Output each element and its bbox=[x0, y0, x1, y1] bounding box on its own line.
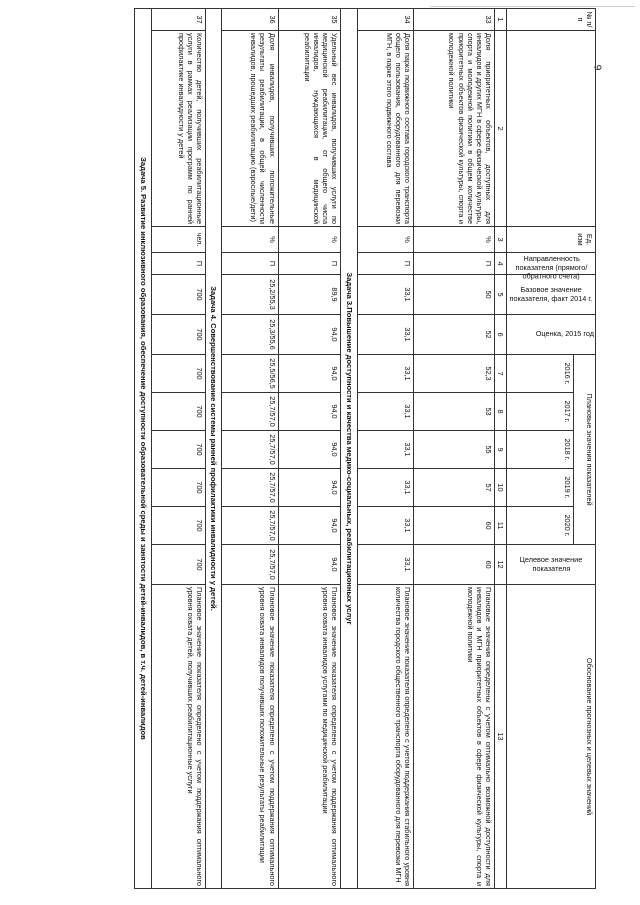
header-no: № п/п bbox=[507, 9, 596, 31]
base-value: 700 bbox=[151, 275, 205, 315]
target-value: 25,7/57,0 bbox=[222, 545, 278, 585]
value-2020: 25,7/57,0 bbox=[222, 507, 278, 545]
value-2016: 700 bbox=[151, 355, 205, 393]
table-row bbox=[151, 9, 205, 889]
value-2018: 94,0 bbox=[278, 431, 340, 469]
row-number: 33 bbox=[413, 9, 494, 31]
col-num: 1 bbox=[494, 9, 507, 31]
base-value: 33,1 bbox=[357, 275, 413, 315]
estimate-value: 94,0 bbox=[278, 315, 340, 355]
task-3-heading: Задача 3.Повышение доступности и качества медико-социальных, реабилитационных услуг bbox=[340, 9, 357, 889]
col-num: 7 bbox=[494, 355, 507, 393]
col-num: 12 bbox=[494, 545, 507, 585]
justification-text: Плановое значение показателя определено с учетом поддержания оптимального уровня охвата инвалидов получивших положительные результаты реабилитации bbox=[222, 585, 278, 889]
value-2019: 25,7/57,0 bbox=[222, 469, 278, 507]
indicator-name: Доля инвалидов, получивших положительные результаты реабилитации, в общей численности инвалидов, прошедших реабилитацию (взрослые/дети) bbox=[222, 31, 278, 227]
target-value: 60 bbox=[413, 545, 494, 585]
direction: П bbox=[222, 253, 278, 275]
value-2017: 53 bbox=[413, 393, 494, 431]
indicator-name: Доля парка подвижного состава городского транспорта общего пользования, оборудованного для перевозки МГН, в парке этого подвижного состава bbox=[357, 31, 413, 227]
value-2020: 33,1 bbox=[357, 507, 413, 545]
table-row bbox=[278, 9, 340, 889]
target-value: 33,1 bbox=[357, 545, 413, 585]
row-number: 36 bbox=[222, 9, 278, 31]
value-2019: 57 bbox=[413, 469, 494, 507]
row-number: 37 bbox=[151, 9, 205, 31]
col-num: 11 bbox=[494, 507, 507, 545]
estimate-value: 33,1 bbox=[357, 315, 413, 355]
table-row bbox=[413, 9, 494, 889]
value-2018: 33,1 bbox=[357, 431, 413, 469]
rotated-landscape-sheet bbox=[134, 8, 596, 888]
indicators-table bbox=[134, 8, 596, 889]
unit: % bbox=[222, 227, 278, 253]
value-2020: 60 bbox=[413, 507, 494, 545]
col-num: 2 bbox=[494, 31, 507, 227]
value-2017: 25,7/57,0 bbox=[222, 393, 278, 431]
table-row bbox=[357, 9, 413, 889]
col-num: 13 bbox=[494, 585, 507, 889]
task-5-row bbox=[135, 9, 152, 889]
value-2017: 700 bbox=[151, 393, 205, 431]
justification-text: Плановое значение показателя определено с учетом поддержания оптимального уровня охвата детей, получивших реабилитационные услуги bbox=[151, 585, 205, 889]
header-justification: Обоснование прогнозных и целевых значений bbox=[507, 585, 596, 889]
table-row bbox=[222, 9, 278, 889]
unit: % bbox=[413, 227, 494, 253]
value-2016: 33,1 bbox=[357, 355, 413, 393]
estimate-value: 700 bbox=[151, 315, 205, 355]
value-2019: 33,1 bbox=[357, 469, 413, 507]
header-year-2018: 2018 г. bbox=[507, 431, 573, 469]
page-number: 9 bbox=[591, 64, 603, 71]
unit: чел. bbox=[151, 227, 205, 253]
justification-text: Плановые значения определены с учетом оптимально возможной доступности для инвалидов и МГН приоритетных объектов в сфере физической культуры, спорта и молодежной политики bbox=[413, 585, 494, 889]
header-year-2017: 2017 г. bbox=[507, 393, 573, 431]
target-value: 94,0 bbox=[278, 545, 340, 585]
value-2016: 25,5/56,5 bbox=[222, 355, 278, 393]
value-2018: 700 bbox=[151, 431, 205, 469]
col-num: 6 bbox=[494, 315, 507, 355]
header-unit: Ед. изм bbox=[507, 227, 596, 253]
estimate-value: 25,3/55,6 bbox=[222, 315, 278, 355]
value-2016: 94,0 bbox=[278, 355, 340, 393]
justification-text: Плановое значение показателя определено с учетом поддержания оптимального уровня охвата инвалидов услугами по медицинской реабилитации bbox=[278, 585, 340, 889]
unit: % bbox=[278, 227, 340, 253]
header-planned-values: Плановые значения показателей bbox=[573, 355, 595, 545]
header-row-1 bbox=[573, 9, 595, 889]
base-value: 89,9 bbox=[278, 275, 340, 315]
task-3-row bbox=[340, 9, 357, 889]
unit: % bbox=[357, 227, 413, 253]
header-year-2019: 2019 г. bbox=[507, 469, 573, 507]
base-value: 50 bbox=[413, 275, 494, 315]
value-2017: 33,1 bbox=[357, 393, 413, 431]
header-year-2016: 2016 г. bbox=[507, 355, 573, 393]
header-indicator-name bbox=[507, 31, 596, 227]
col-num: 9 bbox=[494, 431, 507, 469]
direction: П bbox=[278, 253, 340, 275]
row-number: 35 bbox=[278, 9, 340, 31]
target-value: 700 bbox=[151, 545, 205, 585]
top-rule bbox=[430, 6, 635, 7]
task-4-row bbox=[205, 9, 222, 889]
direction: П bbox=[357, 253, 413, 275]
col-num: 8 bbox=[494, 393, 507, 431]
direction: П bbox=[151, 253, 205, 275]
value-2018: 55 bbox=[413, 431, 494, 469]
col-num: 4 bbox=[494, 253, 507, 275]
indicator-name: Доля приоритетных объектов, доступных для инвалидов и других МГН в сфере физической культуры, спорта и молодежной политики в общем количестве приоритетных объектов физической культуры, спорта и молодежной политики bbox=[413, 31, 494, 227]
value-2016: 52,3 bbox=[413, 355, 494, 393]
value-2018: 25,7/57,0 bbox=[222, 431, 278, 469]
column-number-row bbox=[494, 9, 507, 889]
value-2017: 94,0 bbox=[278, 393, 340, 431]
estimate-value: 52 bbox=[413, 315, 494, 355]
value-2020: 94,0 bbox=[278, 507, 340, 545]
task-5-heading: Задача 5. Развитие инклюзивного образования, обеспечение доступности образовательной среды и занятости детей-инвалидов, в т.ч. детей-инвалидов bbox=[135, 9, 152, 889]
header-estimate-2015: Оценка, 2015 год bbox=[507, 315, 596, 355]
col-num: 10 bbox=[494, 469, 507, 507]
header-base-value: Базовое значение показателя, факт 2014 г. bbox=[507, 275, 596, 315]
col-num: 3 bbox=[494, 227, 507, 253]
base-value: 25,2/55,3 bbox=[222, 275, 278, 315]
value-2019: 94,0 bbox=[278, 469, 340, 507]
value-2019: 700 bbox=[151, 469, 205, 507]
task-4-heading: Задача 4. Совершенствование системы ранней профилактики инвалидности у детей. bbox=[205, 9, 222, 889]
col-num: 5 bbox=[494, 275, 507, 315]
header-year-2020: 2020 г. bbox=[507, 507, 573, 545]
header-direction: Направленность показателя (прямого/обратного счета) bbox=[507, 253, 596, 275]
header-target-value: Целевое значение показателя bbox=[507, 545, 596, 585]
indicator-name: Количество детей, получивших реабилитационные услуги в рамках реализации программ по ранней профилактике инвалидности у детей bbox=[151, 31, 205, 227]
value-2020: 700 bbox=[151, 507, 205, 545]
justification-text: Плановое значение показателя определено с учетом поддержания стабильного уровня количества городского общественного транспорта оборудованного для перевозки МГН bbox=[357, 585, 413, 889]
indicator-name: Удельный вес инвалидов, получивших услуги по медицинской реабилитации, от общего числа инвалидов, нуждающихся в медицинской реабилитации bbox=[278, 31, 340, 227]
row-number: 34 bbox=[357, 9, 413, 31]
direction: П bbox=[413, 253, 494, 275]
